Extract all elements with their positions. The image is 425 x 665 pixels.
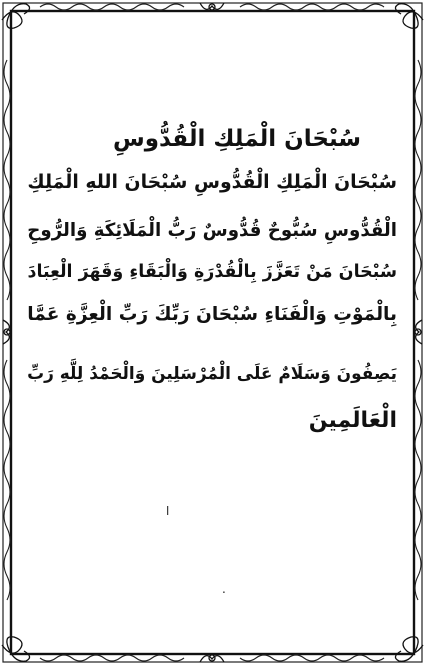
heading-text: سُبْحَانَ الْمَلِكِ الْقُدُّوسِ — [112, 126, 361, 152]
text-line-6: الْعَالَمِينَ — [308, 408, 397, 433]
text-line-2: الْقُدُّوسِ سُبُّوحٌ قُدُّوسٌ رَبُّ الْمَلَائِكَةِ وَالرُّوحِ — [27, 220, 397, 241]
stray-mark: ا — [166, 504, 170, 518]
text-line-3: سُبْحَانَ مَنْ تَعَزَّزَ بِالْقُدْرَةِ وَالْبَقَاءِ وَقَهَرَ الْعِبَادَ — [27, 262, 397, 282]
stray-dot: . — [222, 582, 226, 596]
text-line-5: يَصِفُونَ وَسَلَامٌ عَلَى الْمُرْسَلِينَ وَالْحَمْدُ لِلَّهِ رَبِّ — [27, 363, 397, 383]
text-line-4: بِالْمَوْتِ وَالْفَنَاءِ سُبْحَانَ رَبِّكَ رَبِّ الْعِزَّةِ عَمَّا — [27, 304, 397, 325]
text-line-1: سُبْحَانَ الْمَلِكِ الْقُدُّوسِ سُبْحَانَ اللهِ الْمَلِكِ — [27, 172, 397, 193]
